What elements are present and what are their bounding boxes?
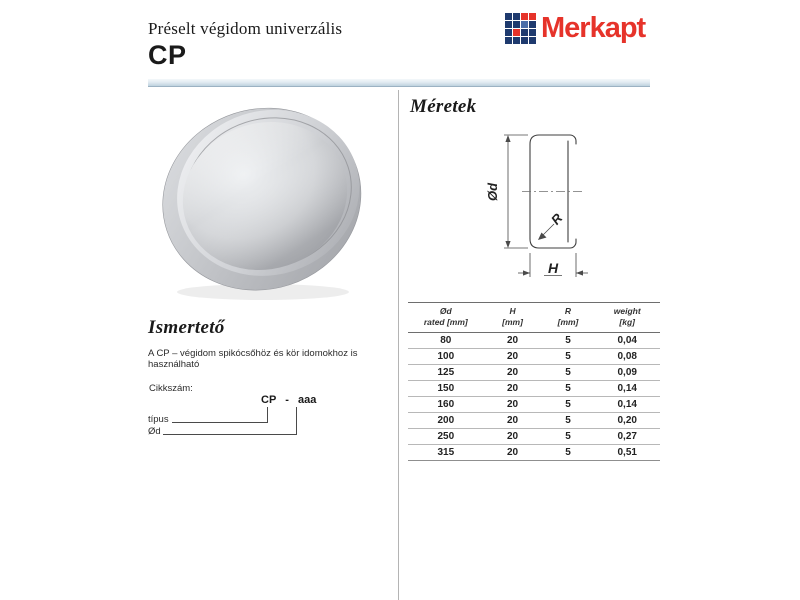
product-description: A CP – végidom spikócsőhöz és kör idomokhoz is használható: [148, 348, 358, 370]
drawing-diameter-label: Ød: [485, 182, 500, 202]
table-row: [408, 445, 660, 461]
table-cell: 5: [565, 431, 571, 442]
table-cell: 5: [565, 335, 571, 346]
table-cell: 0,04: [617, 335, 637, 346]
column-divider: [398, 90, 399, 600]
table-cell: 5: [565, 351, 571, 362]
code-suffix: aaa: [297, 394, 317, 406]
table-cell: 0,08: [617, 351, 637, 362]
connector-line-od: [163, 407, 297, 435]
merkapt-logo-text: Merkapt: [541, 12, 646, 44]
table-cell: 125: [437, 367, 455, 378]
drawing-radius-label: R: [547, 210, 566, 228]
table-cell: 150: [437, 383, 455, 394]
table-row: [408, 413, 660, 429]
table-row: [408, 381, 660, 397]
header-divider-bar: [148, 79, 650, 87]
table-cell: 0,51: [617, 447, 637, 458]
table-cell: 0,14: [617, 399, 637, 410]
merkapt-grid-icon: [505, 13, 536, 44]
drawing-height-label: H: [547, 260, 559, 276]
table-cell: 160: [437, 399, 455, 410]
table-row: [408, 333, 660, 349]
product-subtitle: Préselt végidom univerzális: [148, 19, 343, 38]
table-row: [408, 365, 660, 381]
table-cell: 20: [507, 399, 519, 410]
dimension-table: [408, 302, 660, 461]
ismerteto-heading: Ismertető: [148, 317, 225, 338]
table-row: [408, 429, 660, 445]
table-cell: 5: [565, 399, 571, 410]
dimension-drawing: [480, 125, 595, 285]
table-cell: 20: [507, 383, 519, 394]
table-cell: 0,20: [617, 415, 637, 426]
table-cell: 315: [437, 447, 455, 458]
table-cell: 5: [565, 415, 571, 426]
merkapt-logo: [505, 13, 645, 44]
col-header-h: H [mm]: [502, 306, 523, 327]
code-dash: -: [285, 394, 289, 406]
size-table-body: [408, 333, 660, 461]
table-cell: 20: [507, 431, 519, 442]
col-header-weight: weight [kg]: [613, 306, 641, 327]
table-cell: 200: [437, 415, 455, 426]
table-cell: 5: [565, 383, 571, 394]
table-cell: 5: [565, 367, 571, 378]
table-cell: 5: [565, 447, 571, 458]
col-header-diameter: Ød rated [mm]: [423, 306, 468, 327]
table-cell: 20: [507, 335, 519, 346]
table-cell: 80: [440, 335, 452, 346]
table-cell: 20: [507, 367, 519, 378]
table-cell: 250: [437, 431, 455, 442]
col-header-r: R [mm]: [557, 306, 579, 327]
page-title: [148, 19, 342, 71]
cikkszam-label: Cikkszám:: [149, 383, 193, 394]
table-header-row: [408, 303, 660, 333]
product-photo-end-cap: [150, 94, 380, 302]
table-row: [408, 397, 660, 413]
legend-od: Ød: [148, 426, 161, 437]
table-cell: 20: [507, 351, 519, 362]
product-code-title: CP: [148, 40, 187, 70]
meretek-heading: Méretek: [410, 96, 477, 117]
table-cell: 20: [507, 447, 519, 458]
table-row: [408, 349, 660, 365]
table-cell: 20: [507, 415, 519, 426]
table-cell: 0,27: [617, 431, 637, 442]
code-prefix: CP: [261, 394, 277, 406]
table-cell: 100: [437, 351, 455, 362]
table-cell: 0,09: [617, 367, 637, 378]
table-cell: 0,14: [617, 383, 637, 394]
article-code: [261, 394, 316, 406]
legend-tipus: típus: [148, 414, 169, 425]
